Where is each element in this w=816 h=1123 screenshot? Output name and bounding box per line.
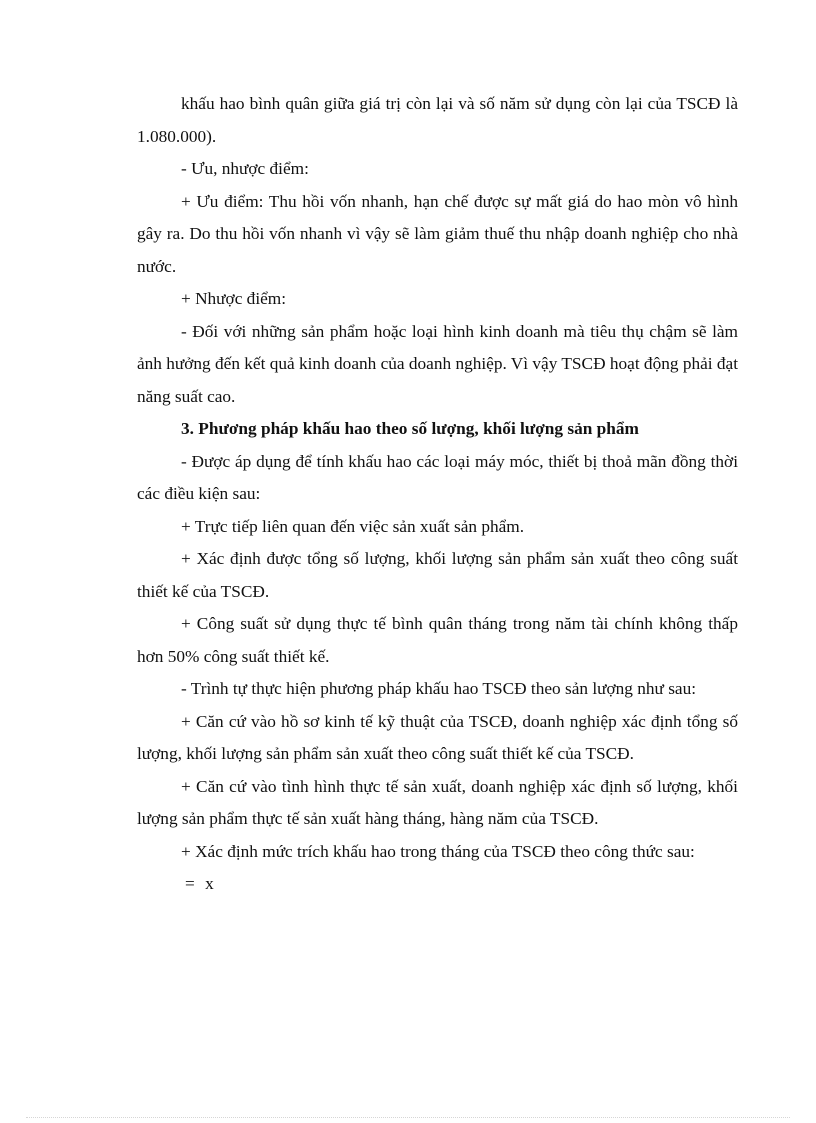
paragraph-step-3: + Xác định mức trích khấu hao trong tháng của TSCĐ theo công thức sau: [181,841,695,861]
paragraph-condition-2: + Xác định được tổng số lượng, khối lượng sản phẩm sản xuất theo công suất thiết kế của TSCĐ. [137,549,738,601]
paragraph-disadvantages: - Đối với những sản phẩm hoặc loại hình kinh doanh mà tiêu thụ chậm sẽ làm ảnh hưởng đến kết quả kinh doanh của doanh nghiệp. Vì vậy TSCĐ hoạt động phải đạt năng suất cao. [137,321,739,406]
section-heading-3: 3. Phương pháp khấu hao theo số lượng, khối lượng sản phẩm [181,419,639,438]
paragraph-procedure: - Trình tự thực hiện phương pháp khấu hao TSCĐ theo sản lượng như sau: [181,679,697,698]
paragraph-step-1: + Căn cứ vào hồ sơ kinh tế kỹ thuật của TSCĐ, doanh nghiệp xác định tổng số lượng, khối lượng sản phẩm sản xuất theo công suất thiết kế của TSCĐ. [137,711,738,763]
paragraph-disadvantages-label: + Nhược điểm: [181,289,287,308]
paragraph-condition-1: + Trực tiếp liên quan đến việc sản xuất sản phẩm. [181,516,525,536]
formula-line: = x [185,874,214,893]
paragraph-applicability: - Được áp dụng để tính khấu hao các loại máy móc, thiết bị thoả mãn đồng thời các điều kiện sau: [137,451,738,503]
page-bottom-divider [26,1117,790,1118]
document-body [137,88,738,901]
paragraph-condition-3: + Công suất sử dụng thực tế bình quân tháng trong năm tài chính không thấp hơn 50% công suất thiết kế. [137,614,738,666]
paragraph-depreciation-average: khấu hao bình quân giữa giá trị còn lại và số năm sử dụng còn lại của TSCĐ là 1.080.000). [137,94,738,146]
paragraph-advantages: + Ưu điểm: Thu hồi vốn nhanh, hạn chế được sự mất giá do hao mòn vô hình gây ra. Do thu hồi vốn nhanh vì vậy sẽ làm giảm thuế thu nhập doanh nghiệp cho nhà nước. [137,191,738,276]
paragraph-pros-cons: - Ưu, nhược điểm: [181,159,309,178]
paragraph-step-2: + Căn cứ vào tình hình thực tế sản xuất, doanh nghiệp xác định số lượng, khối lượng sản phẩm thực tế sản xuất hàng tháng, hàng năm của TSCĐ. [137,776,738,828]
